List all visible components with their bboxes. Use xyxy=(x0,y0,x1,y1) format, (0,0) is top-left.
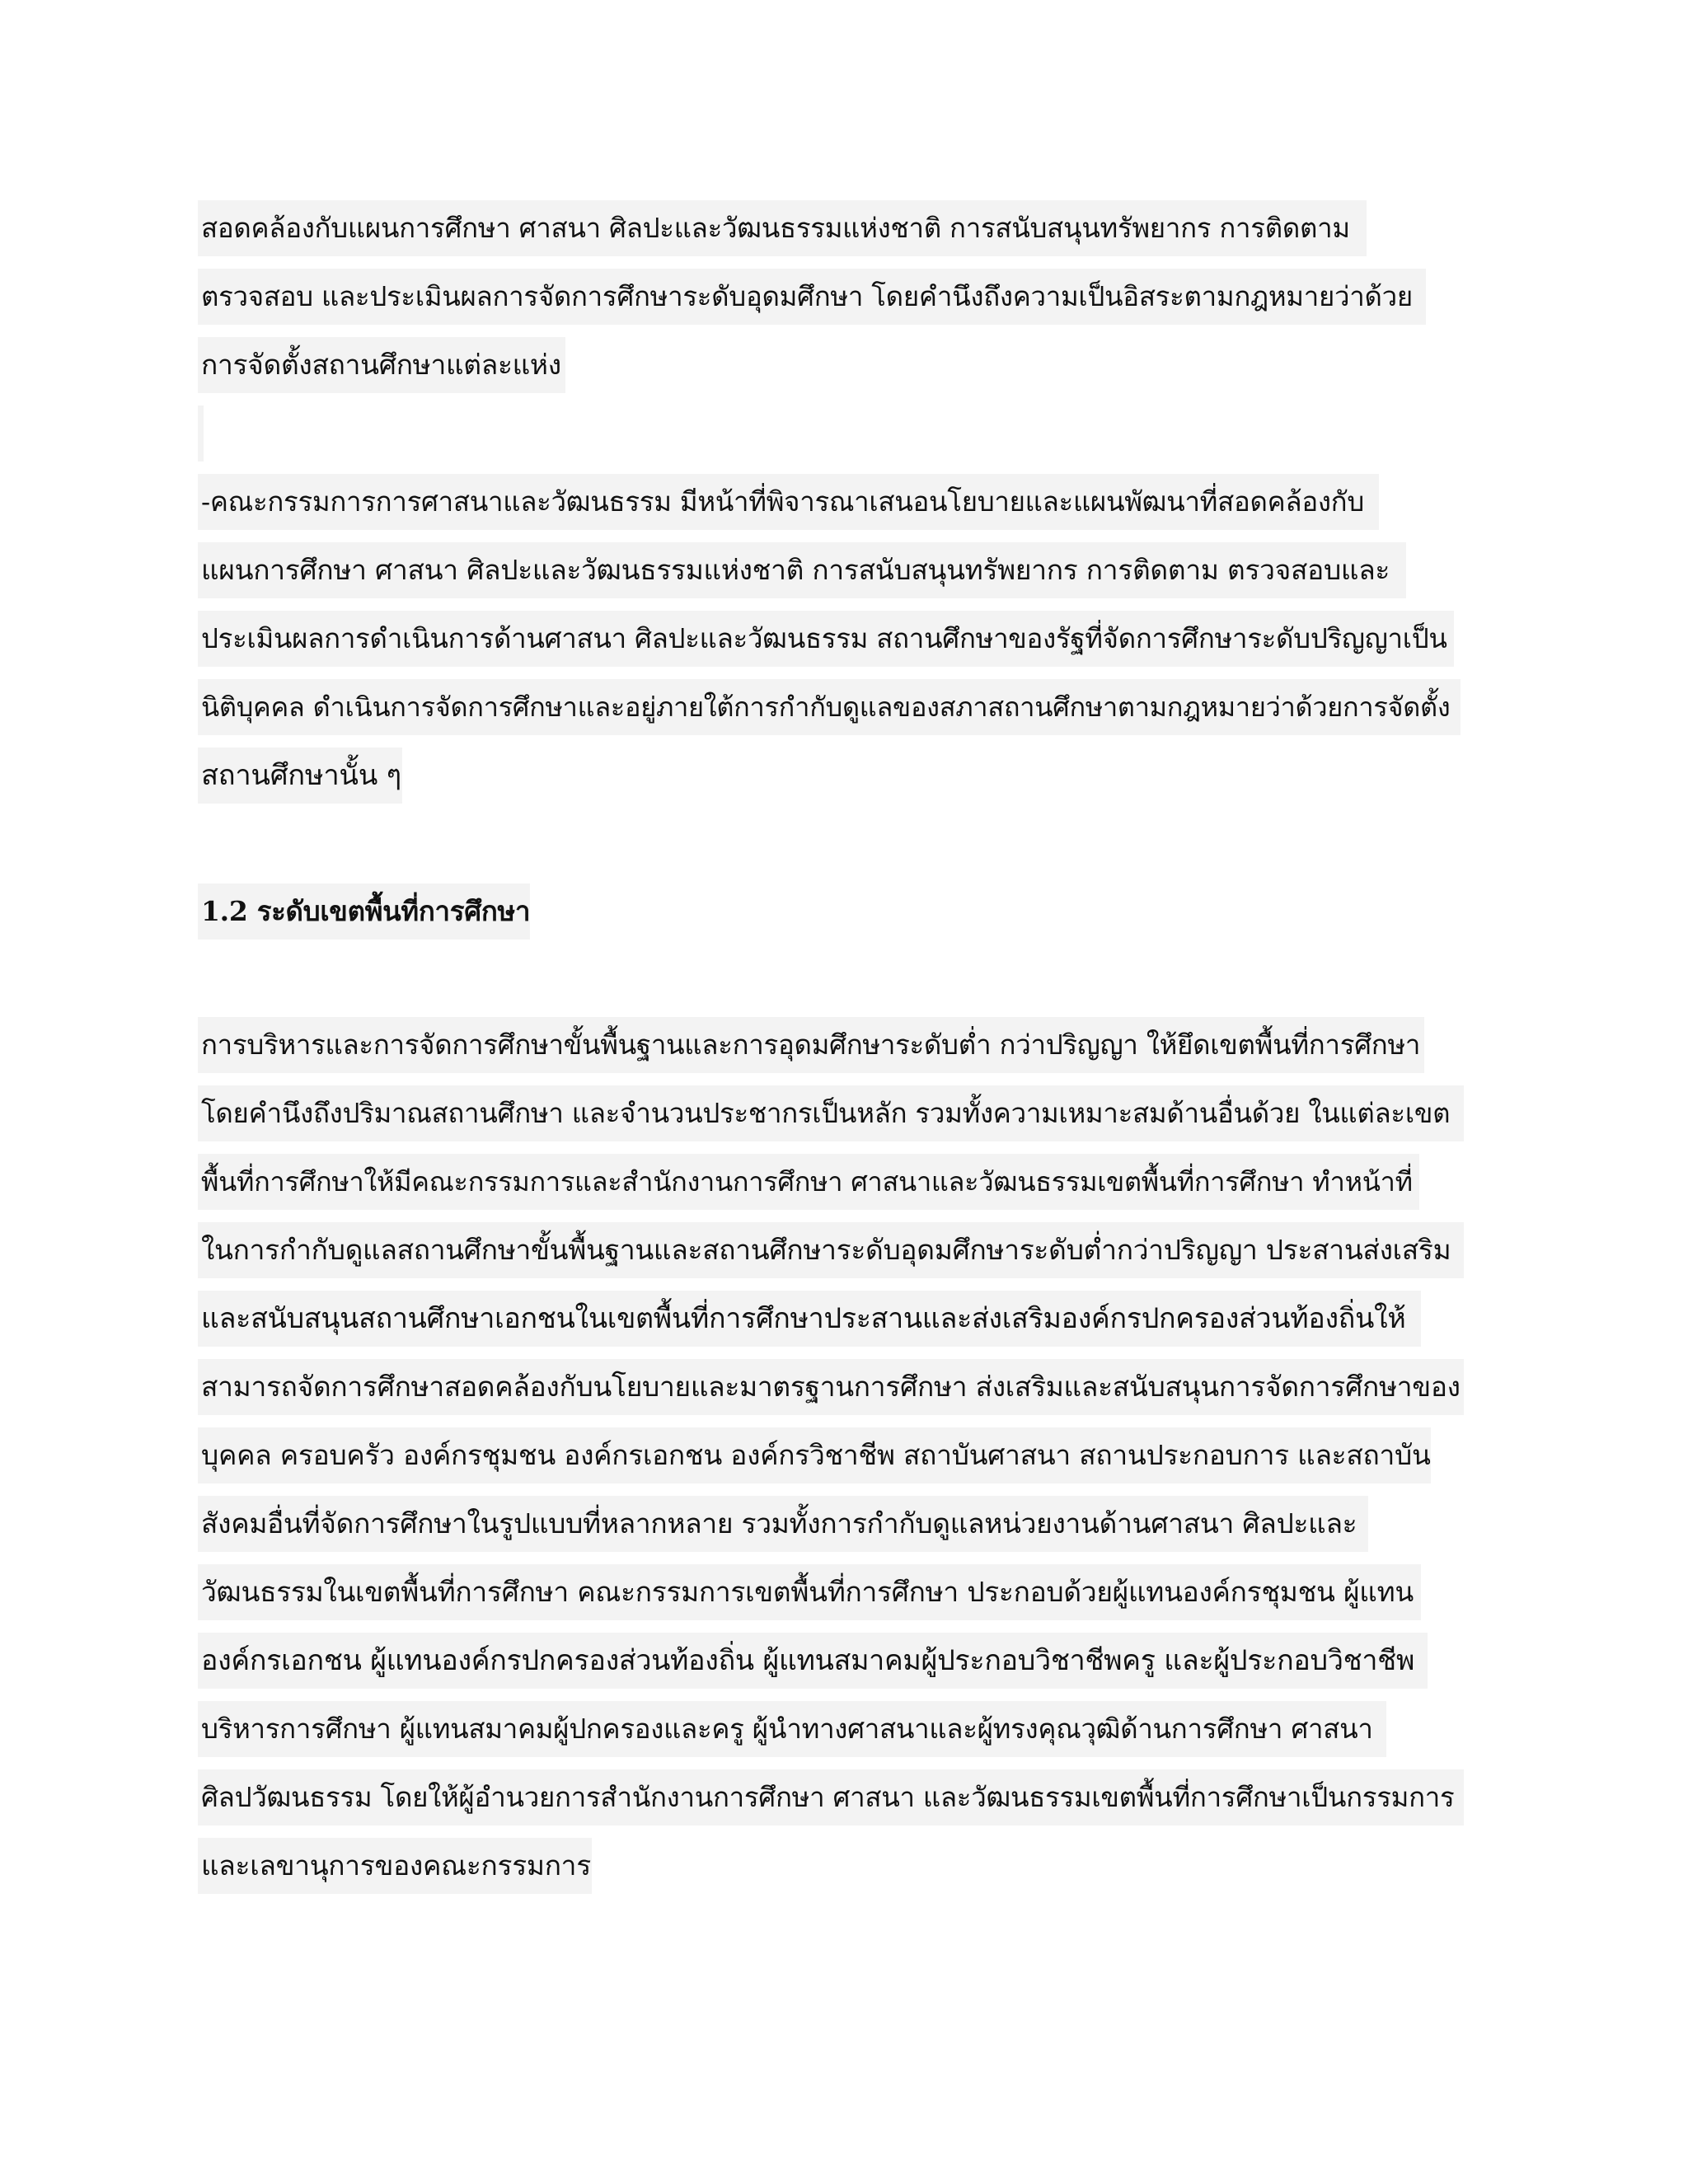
blank-line-highlight xyxy=(198,405,204,462)
text-line: บุคคล ครอบครัว องค์กรชุมชน องค์กรเอกชน องค์กรวิชาชีพ สถาบันศาสนา สถานประกอบการ และสถาบัน xyxy=(198,1427,1431,1483)
text-line: วัฒนธรรมในเขตพื้นที่การศึกษา คณะกรรมการเขตพื้นที่การศึกษา ประกอบด้วยผู้แทนองค์กรชุมชน ผู้แทน xyxy=(198,1564,1421,1620)
text-line: การบริหารและการจัดการศึกษาขั้นพื้นฐานและการอุดมศึกษาระดับต่ำ กว่าปริญญา ให้ยึดเขตพื้นที่การศึกษา xyxy=(198,1017,1424,1073)
section-heading: 1.2 ระดับเขตพื้นที่การศึกษา xyxy=(198,883,530,940)
text-line: แผนการศึกษา ศาสนา ศิลปะและวัฒนธรรมแห่งชาติ การสนับสนุนทรัพยากร การติดตาม ตรวจสอบและ xyxy=(198,542,1406,598)
text-line: บริหารการศึกษา ผู้แทนสมาคมผู้ปกครองและครู ผู้นำทางศาสนาและผู้ทรงคุณวุฒิด้านการศึกษา ศาสนา xyxy=(198,1701,1386,1757)
text-line: ประเมินผลการดำเนินการด้านศาสนา ศิลปะและวัฒนธรรม สถานศึกษาของรัฐที่จัดการศึกษาระดับปริญญาเป็น xyxy=(198,611,1454,667)
text-line: ตรวจสอบ และประเมินผลการจัดการศึกษาระดับอุดมศึกษา โดยคำนึงถึงความเป็นอิสระตามกฎหมายว่าด้วย xyxy=(198,269,1426,325)
text-line: สถานศึกษานั้น ๆ xyxy=(198,748,402,804)
text-line: โดยคำนึงถึงปริมาณสถานศึกษา และจำนวนประชากรเป็นหลัก รวมทั้งความเหมาะสมด้านอื่นด้วย ในแต่ละเขต xyxy=(198,1085,1464,1141)
text-line: ศิลปวัฒนธรรม โดยให้ผู้อำนวยการสำนักงานการศึกษา ศาสนา และวัฒนธรรมเขตพื้นที่การศึกษาเป็นกรรมการ xyxy=(198,1769,1464,1825)
text-line: สามารถจัดการศึกษาสอดคล้องกับนโยบายและมาตรฐานการศึกษา ส่งเสริมและสนับสนุนการจัดการศึกษาของ xyxy=(198,1359,1464,1415)
text-line: สังคมอื่นที่จัดการศึกษาในรูปแบบที่หลากหลาย รวมทั้งการกำกับดูแลหน่วยงานด้านศาสนา ศิลปะและ xyxy=(198,1496,1368,1552)
text-line: และเลขานุการของคณะกรรมการ xyxy=(198,1838,592,1894)
text-line: นิติบุคคล ดำเนินการจัดการศึกษาและอยู่ภายใต้การกำกับดูแลของสภาสถานศึกษาตามกฎหมายว่าด้วยการจัดตั้ง xyxy=(198,679,1461,735)
text-line: ในการกำกับดูแลสถานศึกษาขั้นพื้นฐานและสถานศึกษาระดับอุดมศึกษาระดับต่ำกว่าปริญญา ประสานส่งเสริม xyxy=(198,1222,1464,1278)
text-line: สอดคล้องกับแผนการศึกษา ศาสนา ศิลปะและวัฒนธรรมแห่งชาติ การสนับสนุนทรัพยากร การติดตาม xyxy=(198,200,1367,256)
text-line: องค์กรเอกชน ผู้แทนองค์กรปกครองส่วนท้องถิ่น ผู้แทนสมาคมผู้ประกอบวิชาชีพครู และผู้ประกอบวิชาชีพ xyxy=(198,1633,1428,1689)
text-line: พื้นที่การศึกษาให้มีคณะกรรมการและสำนักงานการศึกษา ศาสนาและวัฒนธรรมเขตพื้นที่การศึกษา ทำหน้าที่ xyxy=(198,1154,1419,1210)
text-line: การจัดตั้งสถานศึกษาแต่ละแห่ง xyxy=(198,337,565,393)
text-line: และสนับสนุนสถานศึกษาเอกชนในเขตพื้นที่การศึกษาประสานและส่งเสริมองค์กรปกครองส่วนท้องถิ่นให้ xyxy=(198,1291,1421,1347)
text-line: -คณะกรรมการการศาสนาและวัฒนธรรม มีหน้าที่พิจารณาเสนอนโยบายและแผนพัฒนาที่สอดคล้องกับ xyxy=(198,474,1379,530)
